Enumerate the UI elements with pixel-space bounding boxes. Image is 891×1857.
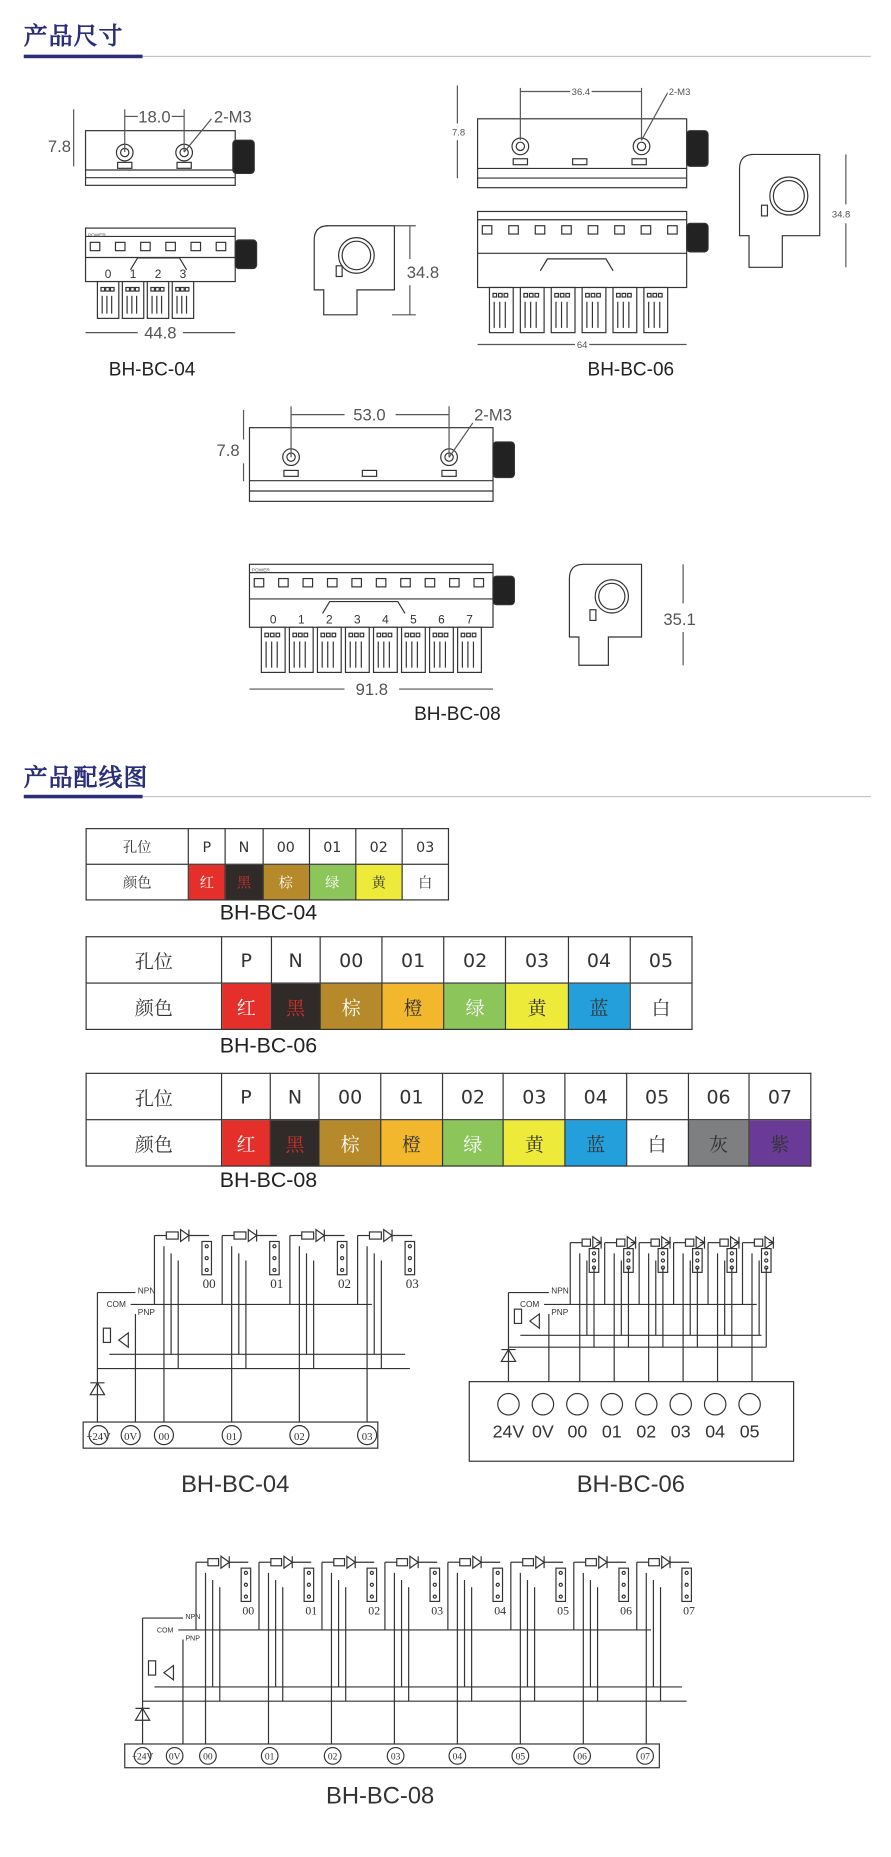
module-front-view — [249, 564, 493, 627]
resistor-icon — [271, 1559, 282, 1566]
channel-label: 00 — [242, 1603, 255, 1618]
resistor-icon — [208, 1559, 219, 1566]
terminal-label: 04 — [705, 1421, 726, 1442]
terminal-circle — [704, 1394, 725, 1415]
channel-label: 00 — [202, 1275, 216, 1291]
channel-label: 03 — [431, 1603, 444, 1618]
led-icon — [599, 1556, 607, 1568]
section-title-wiring: 产品配线图 — [23, 762, 149, 792]
resistor-icon — [523, 1559, 534, 1566]
channel-label: 05 — [557, 1603, 570, 1618]
terminal-label: 24V — [492, 1421, 525, 1442]
resistor-icon — [397, 1559, 408, 1566]
channel-label: 07 — [683, 1603, 695, 1618]
bc04-width: 44.8 — [144, 323, 177, 343]
adjust-knob — [493, 442, 514, 478]
pin-position-cell: 01 — [382, 937, 444, 983]
pin-position-cell: N — [270, 1073, 319, 1119]
bc04-model-label: BH-BC-04 — [108, 359, 196, 381]
channel-label: 01 — [305, 1603, 318, 1618]
status-resistor — [514, 1309, 521, 1323]
wire-color-table-bc04 — [86, 828, 450, 900]
pnp-label: PNP — [551, 1307, 569, 1318]
position-row — [86, 1073, 811, 1119]
pin-position-cell: N — [271, 937, 320, 983]
bc08-power-label: POWER — [251, 568, 270, 574]
wire-color-cell: 棕 — [319, 1120, 380, 1166]
led-icon — [221, 1556, 229, 1568]
resistor-icon — [234, 1232, 246, 1239]
terminal-label: 01 — [226, 1430, 238, 1443]
pin-position-cell: 00 — [319, 1073, 380, 1119]
terminal-circle — [670, 1394, 691, 1415]
terminal-circle — [636, 1394, 657, 1415]
npn-label: NPN — [137, 1285, 156, 1296]
resistor-icon — [334, 1559, 345, 1566]
wiring-bc04-label: BH-BC-04 — [181, 1471, 290, 1499]
module-front-view — [478, 211, 687, 287]
resistor-icon — [586, 1559, 597, 1566]
drawing-shapes — [74, 86, 846, 1768]
pin-position-cell: 01 — [309, 829, 355, 865]
row-header: 颜色 — [86, 983, 221, 1029]
connector-icon — [619, 1568, 629, 1601]
connector-icon — [202, 1241, 212, 1274]
wire-color-cell: 蓝 — [565, 1120, 626, 1166]
connector-icon — [556, 1568, 566, 1601]
bc08-hole-offset: 7.8 — [216, 441, 240, 461]
led-icon — [473, 1556, 481, 1568]
npn-label: NPN — [551, 1285, 569, 1296]
terminal-label: 0V — [168, 1752, 181, 1763]
led-icon — [347, 1556, 355, 1568]
wire-color-cell: 灰 — [688, 1120, 749, 1166]
wire-color-cell: 黄 — [506, 983, 568, 1029]
wire-color-cell: 黄 — [504, 1120, 565, 1166]
section-title-dimensions: 产品尺寸 — [23, 21, 124, 50]
terminal-label: 02 — [294, 1430, 305, 1443]
wire-color-table-bc06 — [86, 936, 693, 1030]
status-led-icon — [530, 1314, 540, 1328]
module-side-view — [740, 154, 820, 267]
channel-number: 3 — [354, 612, 361, 627]
wiring-bc08-label: BH-BC-08 — [326, 1782, 435, 1810]
color-row — [86, 1120, 811, 1166]
status-led-icon — [164, 1666, 174, 1680]
terminal-label: 02 — [327, 1752, 338, 1763]
channel-number: 1 — [129, 266, 137, 281]
connector-icon — [405, 1241, 415, 1274]
terminal-circle — [739, 1394, 760, 1415]
terminal-label: 06 — [577, 1752, 587, 1763]
connector-icon — [337, 1241, 347, 1274]
terminal-circle — [498, 1394, 519, 1415]
pin-position-cell: P — [222, 1073, 271, 1119]
pin-position-cell: 00 — [263, 829, 309, 865]
status-resistor — [149, 1661, 156, 1675]
pin-position-cell: 01 — [381, 1073, 442, 1119]
resistor-icon — [302, 1232, 314, 1239]
channel-number: 3 — [179, 266, 187, 281]
channel-number: 7 — [466, 612, 473, 627]
status-led-icon — [119, 1333, 129, 1347]
pin-position-cell: 04 — [568, 937, 630, 983]
resistor-icon — [754, 1239, 762, 1246]
bc04-power-label: POWER — [87, 233, 106, 239]
connector-icon — [304, 1568, 314, 1601]
resistor-icon — [582, 1239, 590, 1246]
row-header: 孔位 — [86, 1073, 221, 1119]
terminal-label: 05 — [515, 1752, 526, 1763]
pin-position-cell: 05 — [630, 937, 692, 983]
wire-color-cell: 黑 — [225, 864, 262, 900]
wire-color-table-bc08 — [86, 1073, 812, 1167]
channel-number: 0 — [104, 266, 112, 281]
terminal-label: 07 — [640, 1752, 650, 1763]
pin-position-cell: N — [225, 829, 262, 865]
led-icon — [410, 1556, 418, 1568]
wiring-bc06-label: BH-BC-06 — [576, 1471, 685, 1499]
channel-number: 1 — [297, 612, 305, 627]
wire-color-cell: 蓝 — [568, 983, 630, 1029]
pin-position-cell: 03 — [504, 1073, 565, 1119]
pin-position-cell: 05 — [626, 1073, 687, 1119]
terminal-label: +24V — [131, 1752, 154, 1763]
pin-position-cell: 02 — [444, 937, 506, 983]
terminal-label: 04 — [452, 1752, 463, 1763]
pnp-label: PNP — [185, 1634, 200, 1643]
bc06-hole-spacing: 36.4 — [571, 87, 591, 99]
terminal-label: 01 — [264, 1752, 275, 1763]
terminal-label: 05 — [739, 1421, 760, 1442]
bc06-height: 34.8 — [831, 209, 851, 221]
wire-color-cell: 黄 — [356, 864, 402, 900]
terminal-label: 00 — [203, 1752, 213, 1763]
wire-color-cell: 红 — [188, 864, 225, 900]
channel-label: 04 — [494, 1603, 507, 1618]
terminal-label: 0V — [532, 1421, 554, 1442]
com-label: COM — [519, 1298, 540, 1309]
terminal-circle — [601, 1394, 622, 1415]
wire-color-cell: 绿 — [309, 864, 355, 900]
row-header: 颜色 — [86, 864, 188, 900]
pin-position-cell: 02 — [356, 829, 402, 865]
channel-number: 2 — [154, 266, 162, 281]
wire-color-cell: 白 — [402, 864, 448, 900]
wire-color-cell: 棕 — [320, 983, 382, 1029]
terminal-label: 02 — [636, 1421, 657, 1442]
channel-number: 5 — [410, 612, 417, 627]
bc08-model-label: BH-BC-08 — [414, 703, 501, 725]
bc08-hole-spacing: 53.0 — [353, 405, 386, 425]
pin-position-cell: 02 — [442, 1073, 503, 1119]
pnp-label: PNP — [137, 1307, 155, 1318]
color-row — [86, 983, 692, 1029]
bc06-width: 64 — [576, 340, 588, 352]
module-side-view — [569, 564, 641, 665]
position-row — [86, 937, 692, 983]
status-resistor — [103, 1328, 110, 1342]
color-row — [86, 864, 448, 900]
com-label: COM — [106, 1298, 126, 1309]
module-side-view — [314, 226, 394, 315]
bc04-hole-spacing: 18.0 — [138, 107, 171, 127]
bc04-hole-spec: 2-M3 — [213, 107, 252, 127]
row-header: 孔位 — [86, 829, 188, 865]
adjust-knob — [235, 240, 256, 269]
connector-icon — [270, 1241, 280, 1274]
resistor-icon — [649, 1559, 660, 1566]
wire-color-cell: 橙 — [381, 1120, 442, 1166]
resistor-icon — [617, 1239, 625, 1246]
connector-icon — [367, 1568, 377, 1601]
terminal-label: 03 — [670, 1421, 691, 1442]
bc06-model-label: BH-BC-06 — [587, 359, 675, 381]
channel-label: 06 — [620, 1603, 633, 1618]
led-icon — [662, 1556, 670, 1568]
com-label: COM — [156, 1626, 174, 1635]
pin-position-cell: 03 — [506, 937, 568, 983]
resistor-icon — [369, 1232, 381, 1239]
terminal-label: 00 — [158, 1430, 170, 1443]
wire-color-cell: 黑 — [271, 983, 320, 1029]
connector-icon — [682, 1568, 692, 1601]
channel-label: 01 — [270, 1275, 284, 1291]
pin-position-cell: 00 — [320, 937, 382, 983]
led-icon — [248, 1230, 256, 1242]
resistor-icon — [685, 1239, 693, 1246]
table-model-label: BH-BC-04 — [219, 900, 318, 925]
wire-color-cell: 红 — [222, 983, 271, 1029]
wire-color-cell: 绿 — [444, 983, 506, 1029]
terminal-label: 0V — [124, 1430, 138, 1443]
channel-number: 4 — [382, 612, 389, 627]
wire-color-cell: 黑 — [270, 1120, 319, 1166]
terminal-circle — [532, 1394, 553, 1415]
table-model-label: BH-BC-06 — [219, 1033, 318, 1058]
led-icon — [284, 1556, 292, 1568]
table-model-label: BH-BC-08 — [219, 1167, 318, 1192]
resistor-icon — [166, 1232, 178, 1239]
bc04-hole-offset: 7.8 — [47, 137, 71, 157]
row-header: 孔位 — [86, 937, 221, 983]
module-top-view — [249, 428, 493, 502]
position-row — [86, 829, 448, 865]
wire-color-cell: 白 — [630, 983, 692, 1029]
terminal-circle — [567, 1394, 588, 1415]
led-icon — [536, 1556, 544, 1568]
channel-label: 02 — [368, 1603, 381, 1618]
pin-position-cell: P — [188, 829, 225, 865]
terminal-label: 03 — [390, 1752, 401, 1763]
terminal-label: 00 — [567, 1421, 588, 1442]
channel-number: 2 — [326, 612, 333, 627]
led-icon — [316, 1230, 324, 1242]
connector-icon — [430, 1568, 440, 1601]
wire-color-cell: 红 — [222, 1120, 271, 1166]
pin-position-cell: 03 — [402, 829, 448, 865]
wire-color-cell: 橙 — [382, 983, 444, 1029]
wire-color-cell: 棕 — [263, 864, 309, 900]
bc04-height: 34.8 — [406, 262, 440, 282]
wire-color-cell: 白 — [626, 1120, 687, 1166]
adjust-knob — [687, 223, 708, 252]
terminal-label: 03 — [361, 1430, 373, 1443]
bc06-hole-offset: 7.8 — [451, 127, 466, 139]
wire-color-cell: 绿 — [442, 1120, 503, 1166]
npn-label: NPN — [185, 1613, 201, 1622]
channel-label: 02 — [337, 1275, 352, 1291]
bc08-hole-spec: 2-M3 — [474, 405, 512, 425]
bc08-height: 35.1 — [663, 609, 696, 629]
adjust-knob — [687, 131, 708, 167]
led-icon — [181, 1230, 189, 1242]
bc06-hole-spec: 2-M3 — [668, 87, 691, 99]
adjust-knob — [233, 140, 254, 173]
terminal-label: 01 — [601, 1421, 622, 1442]
bc08-width: 91.8 — [355, 679, 389, 699]
pin-position-cell: 07 — [749, 1073, 811, 1119]
terminal-label: +24V — [86, 1430, 111, 1443]
row-header: 颜色 — [86, 1120, 221, 1166]
resistor-icon — [720, 1239, 728, 1246]
led-icon — [384, 1230, 392, 1242]
resistor-icon — [460, 1559, 471, 1566]
resistor-icon — [651, 1239, 659, 1246]
pin-position-cell: P — [222, 937, 271, 983]
adjust-knob — [493, 576, 514, 605]
pin-position-cell: 04 — [565, 1073, 626, 1119]
channel-number: 0 — [269, 612, 277, 627]
channel-label: 03 — [405, 1275, 419, 1291]
wire-color-cell: 紫 — [749, 1120, 811, 1166]
connector-icon — [493, 1568, 503, 1601]
pin-position-cell: 06 — [688, 1073, 749, 1119]
connector-icon — [241, 1568, 251, 1601]
channel-number: 6 — [438, 612, 445, 627]
module-top-view — [478, 119, 687, 188]
